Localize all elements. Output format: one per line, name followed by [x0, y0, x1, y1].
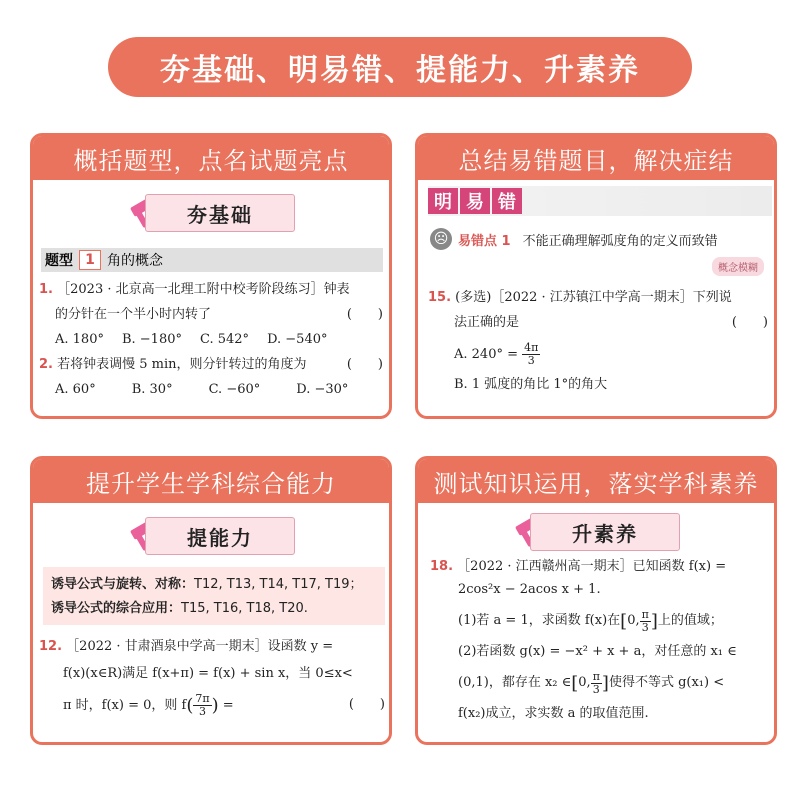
- sad-face-icon: ☹: [430, 228, 452, 250]
- question-text: π 时，f(x) = 0，则 f: [63, 697, 187, 713]
- question-number: 18.: [430, 559, 454, 574]
- fraction: [591, 671, 602, 696]
- interval-left: 0,: [627, 612, 640, 628]
- option-b: B. 30°: [131, 381, 173, 397]
- ribbon-badge: [508, 507, 688, 555]
- option-text: A. 240° =: [454, 346, 518, 362]
- question-12: 12. ［2022 · 甘肃酒泉中学高一期末］设函数 y = f(x)(x∈R)满足 f(x+π) = f(x) + sin x，当 0≤x< π 时，f(x) = 0，则 f( $\frac{7\pi}{3}$ ) = ( ): [39, 639, 385, 718]
- type-bar: [41, 248, 383, 272]
- question-number: 1.: [39, 282, 53, 297]
- answer-paren: ( ): [348, 696, 385, 712]
- fraction: [640, 609, 651, 634]
- question-text: f(x)(x∈R)满足 f(x+π) = f(x) + sin x，当 0≤x<: [63, 665, 353, 681]
- option-d: D. −540°: [267, 331, 328, 347]
- panel-literacy: [415, 456, 777, 745]
- ribbon-badge: [123, 188, 303, 236]
- concept-tag: 概念模糊: [712, 257, 764, 276]
- topic-items: T12, T13, T14, T17, T19；: [194, 577, 363, 592]
- question-text: 若将钟表调慢 5 min，则分针转过的角度为: [57, 356, 307, 372]
- topic-label: 诱导公式与旋转、对称：: [51, 577, 195, 592]
- tag-char: 易: [460, 188, 490, 214]
- option-a: A. 180°: [55, 331, 104, 347]
- option-b: B. −180°: [121, 331, 182, 347]
- fraction-denominator: 3: [592, 682, 600, 696]
- topic-label: 诱导公式的综合应用：: [51, 601, 182, 616]
- fraction: [522, 342, 540, 367]
- panel-header-text: 概括题型，点名试题亮点: [73, 146, 349, 175]
- tag-char: 明: [428, 188, 458, 214]
- answer-paren: ( ): [346, 356, 383, 372]
- error-point-label: 易错点 1: [458, 233, 511, 249]
- fraction-denominator: 3: [198, 704, 206, 718]
- question-number: 12.: [39, 639, 63, 654]
- interval-left: 0,: [578, 675, 591, 690]
- question-text: ［2022 · 江西赣州高一期末］已知函数 f(x) =: [457, 559, 727, 574]
- panel-ability: [30, 456, 392, 745]
- topic-items: T15, T16, T18, T20.: [181, 601, 308, 616]
- question-text: =: [218, 697, 234, 713]
- option-c: C. −60°: [208, 381, 261, 397]
- option-a: A. 60°: [55, 381, 96, 397]
- panel-header: [33, 136, 389, 180]
- fraction: [193, 693, 211, 718]
- fraction-numerator: π: [641, 607, 649, 621]
- panel-header-text: 测试知识运用，落实学科素养: [433, 469, 759, 498]
- question-number: 2.: [39, 356, 53, 372]
- ribbon-label: 升素养: [530, 513, 680, 551]
- panel-basics: [30, 133, 392, 419]
- panel-errors: [415, 133, 777, 419]
- panel-header: [418, 459, 774, 503]
- question-15: [428, 290, 768, 394]
- question-text: 的分针在一个半小时内转了: [55, 306, 212, 322]
- question-number: 15.: [428, 290, 452, 305]
- question-text: 法正确的是: [454, 314, 520, 330]
- question-text: (多选)［2022 · 江苏镇江中学高一期末］下列说: [455, 290, 732, 305]
- panel-header: [33, 459, 389, 503]
- type-number: 1: [79, 250, 101, 270]
- panel-header-text: 总结易错题目，解决症结: [458, 146, 734, 175]
- answer-paren: ( ): [346, 306, 383, 322]
- ribbon-label: 提能力: [145, 517, 295, 555]
- ribbon-label: 夯基础: [145, 194, 295, 232]
- tag-char: 错: [492, 188, 522, 214]
- banner-title: 夯基础、明易错、提能力、升素养: [160, 53, 640, 88]
- fraction-numerator: 7π: [195, 691, 210, 705]
- question-text: (0,1)，都存在 x₂ ∈: [458, 675, 572, 690]
- question-text: 2cos²x − 2acos x + 1.: [458, 581, 601, 597]
- question-text: ［2023 · 北京高一北理工附中校考阶段练习］钟表: [57, 282, 350, 297]
- panel-header: [418, 136, 774, 180]
- error-tag-bar: [428, 186, 772, 216]
- option-a: [428, 342, 768, 367]
- question-text: 使得不等式 g(x₁) <: [608, 675, 725, 690]
- fraction-numerator: π: [592, 669, 600, 683]
- answer-paren: ( ): [731, 314, 768, 330]
- question-text: (2)若函数 g(x) = −x² + x + a，对任意的 x₁ ∈: [458, 643, 737, 659]
- question-1: [39, 282, 383, 398]
- panel-header-text: 提升学生学科综合能力: [86, 469, 336, 498]
- error-point-row: [430, 228, 718, 250]
- fraction-denominator: 3: [641, 620, 649, 634]
- option-d: D. −30°: [296, 381, 349, 397]
- option-c: C. 542°: [200, 331, 250, 347]
- question-text: (1)若 a = 1，求函数 f(x)在: [458, 612, 621, 628]
- fraction-denominator: 3: [527, 353, 535, 367]
- main-banner: [108, 37, 692, 97]
- error-point-text: 不能正确理解弧度角的定义而致错: [522, 233, 718, 249]
- type-label: 题型: [45, 253, 73, 269]
- topics-box: [43, 567, 385, 625]
- option-b: B. 1 弧度的角比 1°的角大: [454, 376, 608, 392]
- type-title: 角的概念: [107, 253, 163, 269]
- question-text: f(x₂)成立，求实数 a 的取值范围.: [458, 706, 649, 722]
- question-text: ［2022 · 甘肃酒泉中学高一期末］设函数 y =: [66, 639, 334, 654]
- ribbon-badge: [123, 511, 303, 559]
- question-text: 上的值域；: [657, 612, 723, 628]
- fraction-numerator: 4π: [524, 340, 539, 354]
- question-18: 18. ［2022 · 江西赣州高一期末］已知函数 f(x) = 2cos²x − 2acos x + 1. (1)若 a = 1，求函数 f(x)在 [ 0, $\frac{\pi}{3}$ ] 上的值域； (2)若函数 g(x) = −x² + x + a，对任意的 x₁ ∈ (0,1)，都存在 x₂ ∈ [ 0, $\frac{\pi}{3}$ ] 使得不等式 g(x₁) < f(x₂)成立，求实数 a 的取值范围.: [430, 559, 770, 723]
